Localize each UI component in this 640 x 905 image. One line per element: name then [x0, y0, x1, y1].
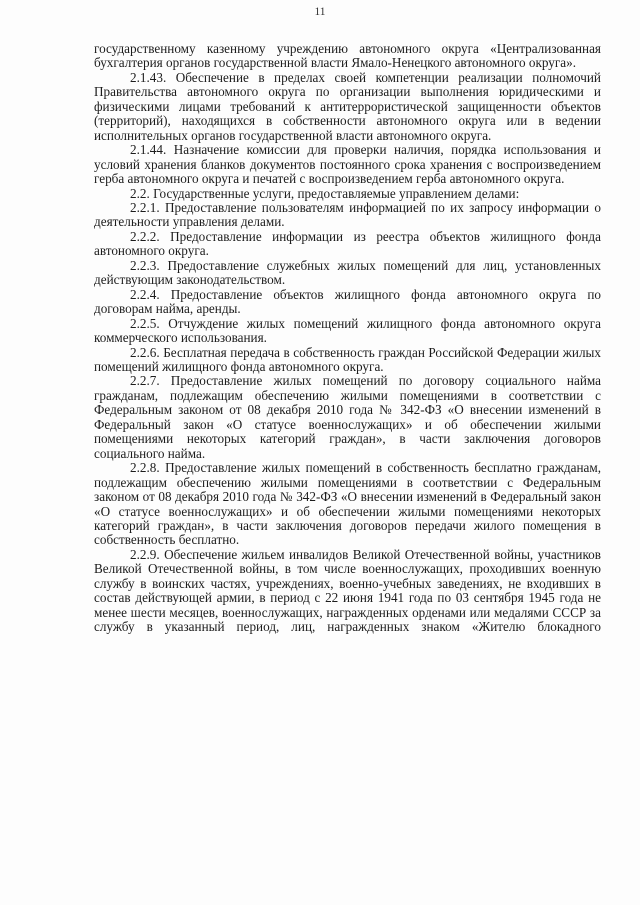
paragraph-2-2-4: 2.2.4. Предоставление объектов жилищного фонда автономного округа по договорам найма, аренды. — [94, 286, 601, 317]
paragraph-2-2-9: 2.2.9. Обеспечение жильем инвалидов Великой Отечественной войны, участников Великой Отечественной войны, в том числе военнослужащих, проходивших военную службу в воинских частях, учреждениях, военно-учебных заведениях, не входивших в состав действующей армии, в период с 22 июня 1941 года по 03 сентября 1945 года не менее шести месяцев, военнослужащих, награжденных орденами или медалями СССР за службу в указанный период, лиц, награжденных знаком «Жителю блокадного — [94, 546, 601, 635]
paragraph-2-2-7: 2.2.7. Предоставление жилых помещений по договору социального найма гражданам, подлежащим обеспечению жилыми помещениями в соответствии с Федеральным законом от 08 декабря 2010 года № 342-ФЗ «О внесении изменений в Федеральный закон «О статусе военнослужащих» и об обеспечении жилыми помещениями некоторых категорий граждан», в части заключения договоров социального найма. — [94, 373, 601, 461]
document-body — [94, 42, 601, 635]
paragraph-2-2-heading: 2.2. Государственные услуги, предоставляемые управлением делами: — [130, 185, 520, 201]
page-number: 11 — [314, 6, 326, 18]
paragraph-2-2-2: 2.2.2. Предоставление информации из реестра объектов жилищного фонда автономного округа. — [94, 228, 601, 259]
paragraph-2-2-8: 2.2.8. Предоставление жилых помещений в собственность бесплатно гражданам, подлежащим обеспечению жилыми помещениями в соответствии с Федеральным законом от 08 декабря 2010 года № 342-ФЗ «О внесении изменений в Федеральный закон «О статусе военнослужащих» и об обеспечении жилыми помещениями некоторых категорий граждан», в части заключения договоров передачи жилого помещения в собственность бесплатно. — [94, 460, 601, 548]
paragraph-2-1-44: 2.1.44. Назначение комиссии для проверки наличия, порядка использования и условий хранения бланков документов постоянного срока хранения с воспроизведением герба автономного округа и печатей с воспроизведением герба автономного округа. — [94, 142, 601, 187]
paragraph-continuation: государственному казенному учреждению автономного округа «Централизованная бухгалтерия органов государственной власти Ямало-Ненецкого автономного округа». — [94, 41, 601, 71]
paragraph-2-2-5: 2.2.5. Отчуждение жилых помещений жилищного фонда автономного округа коммерческого использования. — [94, 315, 601, 346]
paragraph-2-1-43: 2.1.43. Обеспечение в пределах своей компетенции реализации полномочий Правительства автономного округа по организации выполнения юридическими и физическими лицами требований к антитеррористической защищенности объектов (территорий), находящихся в собственности автономного округа или в ведении исполнительных органов государственной власти автономного округа. — [94, 69, 601, 143]
paragraph-2-2-6: 2.2.6. Бесплатная передача в собственность граждан Российской Федерации жилых помещений жилищного фонда автономного округа. — [94, 344, 601, 374]
paragraph-2-2-3: 2.2.3. Предоставление служебных жилых помещений для лиц, установленных действующим законодательством. — [94, 257, 601, 288]
paragraph-2-2-1: 2.2.1. Предоставление пользователям информацией по их запросу информации о деятельности управления делами. — [94, 199, 601, 230]
